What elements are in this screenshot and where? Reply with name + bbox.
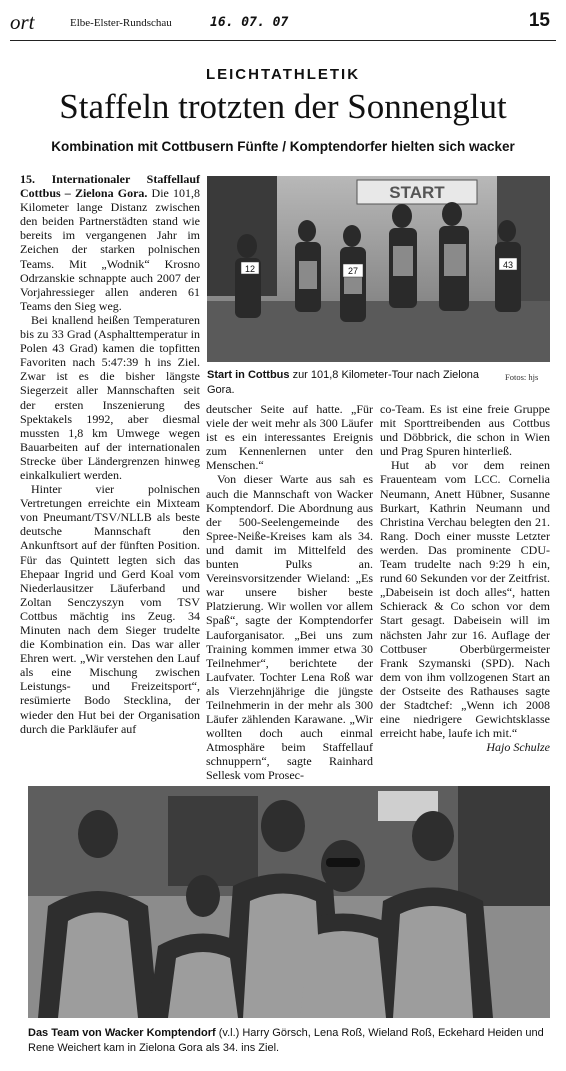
bib-number: 27	[347, 266, 359, 276]
article-headline: Staffeln trotzten der Sonnenglut	[59, 87, 507, 126]
page-number: 15	[528, 10, 550, 31]
bib-number: 43	[502, 260, 514, 270]
caption-bold: Das Team von Wacker Komptendorf	[28, 1027, 216, 1039]
photo-credit: Fotos: hjs	[505, 372, 539, 382]
caption-bold: Start in Cottbus	[207, 369, 290, 381]
start-photo-caption	[207, 368, 497, 398]
header-rule	[10, 40, 556, 41]
article-column-1	[20, 172, 200, 762]
section-label: ort	[10, 10, 35, 34]
issue-date: 16. 07. 07	[210, 15, 289, 30]
article-subheadline: Kombination mit Cottbusern Fünfte / Komptendorfer hielten sich wacker	[51, 139, 515, 154]
article-author: Hajo Schulze	[486, 740, 550, 755]
team-photo	[28, 786, 550, 1018]
team-photo-caption	[28, 1026, 552, 1056]
column-2-para-1: deutscher Seite auf hatte. „Für viele der weit mehr als 300 Läufer ist es ein interessantes Ereignis zum Kennenlernen unter den Menschen.“	[206, 402, 373, 473]
start-photo	[207, 176, 550, 362]
newspaper-name: Elbe-Elster-Rundschau	[70, 17, 172, 29]
column-1-para-2: Bei knallend heißen Temperaturen bis zu 33 Grad (Asphalttemperatur in Polen 43 Grad) kamen die topfitten Favoriten nach 5:47:39 h ins Ziel. Zwar ist es die bisher längste Siegerzeit aller Mannschaften seit der ersten Inszenierung des Spektakels 1992, aber diesmal mussten 1,8 km Umwege wegen Bauarbeiten auf der internationalen Strecke über Ländergrenzen hinweg einkalkuliert werden.	[20, 312, 200, 482]
article-kicker: LEICHTATHLETIK	[205, 66, 361, 83]
column-1-para-3: Hinter vier polnischen Vertretungen erreichte ein Mixteam von Pneumant/TSV/NLLB als beste deutsche Mannschaft den Ankunftsort auf der fünften Position. Für das Quintett legten sich das Ehepaar Ingrid und Gerd Koal vom Niederlausitzer Läuferband und Zoltan Senczyszyn vom TSV Cottbus mächtig ins Zeug. 34 Minuten nach dem Sieger trudelte die Kombination ein. Das war aller Ehren wert. „Wir verstehen den Lauf als eine Mischung zwischen Leistungs- und Freizeitsport“, resümierte Bodo Stecklina, der wieder den Hut bei der Organisation durch die Parkläufer auf	[20, 482, 200, 736]
article-column-2	[206, 402, 373, 783]
caption-text: zur 101,8 Kilometer-Tour nach Zielona Gora.	[207, 369, 480, 396]
column-3-para-1: co-Team. Es ist eine freie Gruppe mit Sporttreibenden aus Cottbus und Döbbrick, die schon in Wien und Prag Spuren hinterließ.	[380, 402, 550, 459]
start-sign-text: START	[389, 183, 445, 202]
article-column-3	[380, 402, 550, 772]
column-3-para-2: Hut ab vor dem reinen Frauenteam vom LCC. Cornelia Neumann, Anett Hübner, Susanne Burkart, Kathrin Neumann und Christina Verchau belegten den 21. Rang. Doch einer musste Letzter werden. Das prominente CDU-Team trudelte nach 9:29 h ein, rund 60 Sekunden vor der Zeitfrist. „Dabeisein ist doch alles“, hatten Schierack & Co schon vor dem Start gesagt. Dabeisein will im nächsten Jahr zur 16. Auflage der Cottbuser Oberbürgermeister Frank Szymanski (SPD). Nach dem von ihm vollzogenen Start an der Ostseite des Rathauses sagte der Stadtchef: „Wenn ich 2008 eine niedrigere Gewichtsklasse erreicht habe, laufe ich mit.“	[380, 458, 550, 741]
column-1-para-1: Die 101,8 Kilometer lange Distanz zwischen den beiden Partnerstädten stand wie bereits im vergangenen Jahr im Zeichen der starken polnischen Teams. Mit „Wodnik“ Krosno Odrzanskie schnappte auch 2007 der Vorjahressieger allen anderen 61 Teams den Sieg weg.	[20, 186, 201, 313]
caption-text: (v.l.) Harry Görsch, Lena Roß, Wieland Roß, Eckehard Heiden und Rene Weichert kam in Zielona Gora als 34. ins Ziel.	[28, 1027, 544, 1054]
column-2-para-2: Von dieser Warte aus sah es auch die Mannschaft von Wacker Komptendorf. Die Abordnung aus der 500-Seelengemeinde des Spree-Neiße-Kreises kam als 34. und damit im Mittelfeld des bunten Pulks an. Vereinsvorsitzender Wieland: „Es war unsere bisher beste Platzierung. Wir wollen vor allem Spaß“, sagte der Komptendorfer Lauforganisator. „Bei uns zum Training kommen immer etwa 30 Teilnehmer“, berichtete der Laufvater. Tochter Lena Roß war als Vierzehnjährige die jüngste Teilnehmerin in der mehr als 300 Läufer zählenden Karawane. „Wir wollten doch auch einmal Atmosphäre beim Staffellauf schnuppern“, sagte Rainhard Sellesk vom Prosec-	[206, 472, 373, 783]
bib-number: 12	[244, 264, 256, 274]
article-lead: 15. Internationaler Staffellauf Cottbus – Zielona Gora.	[20, 172, 200, 201]
